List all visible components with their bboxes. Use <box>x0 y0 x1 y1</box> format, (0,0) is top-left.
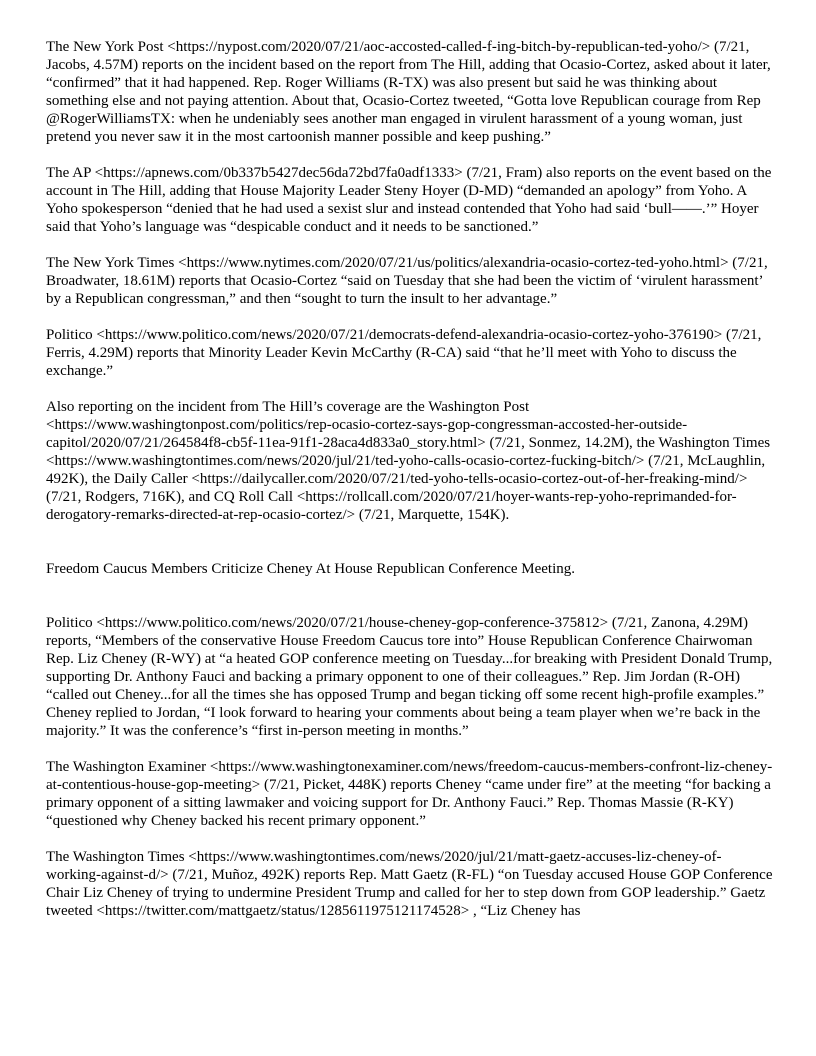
paragraph-also-reporting: Also reporting on the incident from The Hill’s coverage are the Washington Post <https://www.washingtonpost.com/politics/rep-ocasio-cortez-says-gop-congressman-accosted-her-outside-capitol/2020/07/21/264584f8-cb5f-11ea-91f1-28aca4d833a0_story.html> (7/21, Sonmez, 14.2M), the Washington Times <https://www.washingtontimes.com/news/2020/jul/21/ted-yoho-calls-ocasio-cortez-fucking-bitch/> (7/21, McLaughlin, 492K), the Daily Caller <https://dailycaller.com/2020/07/21/ted-yoho-tells-ocasio-cortez-out-of-her-freaking-mind/> (7/21, Rodgers, 716K), and CQ Roll Call <https://rollcall.com/2020/07/21/hoyer-wants-rep-yoho-reprimanded-for-derogatory-remarks-directed-at-rep-ocasio-cortez/> (7/21, Marquette, 154K). <box>46 399 771 523</box>
paragraph-washington-examiner: The Washington Examiner <https://www.washingtonexaminer.com/news/freedom-caucus-members-confront-liz-cheney-at-contentious-house-gop-meeting> (7/21, Picket, 448K) reports Cheney “came under fire” at the meeting “for backing a primary opponent of a sitting lawmaker and voicing support for Dr. Anthony Fauci.” Rep. Thomas Massie (R-KY) “questioned why Cheney backed his recent primary opponent.” <box>46 759 773 829</box>
section-heading: Freedom Caucus Members Criticize Cheney At House Republican Conference Meeting. <box>46 561 576 577</box>
paragraph-politico-cheney: Politico <https://www.politico.com/news/2020/07/21/house-cheney-gop-conference-375812> (7/21, Zanona, 4.29M) reports, “Members of the conservative House Freedom Caucus tore into” House Republican Conference Chairwoman Rep. Liz Cheney (R-WY) at “a heated GOP conference meeting on Tuesday...for breaking with President Donald Trump, supporting Dr. Anthony Fauci and backing a primary opponent to one of their colleagues.” Rep. Jim Jordan (R-OH) “called out Cheney...for all the times she has opposed Trump and began ticking off some recent high-profile examples.” Cheney replied to Jordan, “I look forward to hearing your comments about being a team player when we’re back in the majority.” It was the conference’s “first in-person meeting in months.” <box>46 615 773 739</box>
paragraph-new-york-post: The New York Post <https://nypost.com/2020/07/21/aoc-accosted-called-f-ing-bitch-by-republican-ted-yoho/> (7/21, Jacobs, 4.57M) reports on the incident based on the report from The Hill, adding that Ocasio-Cortez, asked about it later, “confirmed” that it had happened. Rep. Roger Williams (R-TX) was also present but said he was thinking about something else and not paying attention. About that, Ocasio-Cortez tweeted, “Gotta love Republican courage from Rep @RogerWilliamsTX: when he undeniably sees another man engaged in virulent harassment of a young woman, just pretend you never saw it in the most cartoonish manner possible and keep pushing.” <box>46 39 771 145</box>
paragraph-washington-times: The Washington Times <https://www.washingtontimes.com/news/2020/jul/21/matt-gaetz-accuses-liz-cheney-of-working-against-d/> (7/21, Muñoz, 492K) reports Rep. Matt Gaetz (R-FL) “on Tuesday accused House GOP Conference Chair Liz Cheney of trying to undermine President Trump and called for her to step down from GOP leadership.” Gaetz tweeted <https://twitter.com/mattgaetz/status/1285611975121174528> , “Liz Cheney has <box>46 849 773 919</box>
paragraph-new-york-times: The New York Times <https://www.nytimes.com/2020/07/21/us/politics/alexandria-ocasio-cortez-ted-yoho.html> (7/21, Broadwater, 18.61M) reports that Ocasio-Cortez “said on Tuesday that she had been the victim of ‘virulent harassment’ by a Republican congressman,” and then “sought to turn the insult to her advantage.” <box>46 255 768 307</box>
document-page <box>46 38 776 938</box>
paragraph-ap: The AP <https://apnews.com/0b337b5427dec56da72bd7fa0adf1333> (7/21, Fram) also reports on the event based on the account in The Hill, adding that House Majority Leader Steny Hoyer (D-MD) “demanded an apology” from Yoho. A Yoho spokesperson “denied that he had used a sexist slur and instead contended that Yoho had said ‘bull——.’” Hoyer said that Yoho’s language was “despicable conduct and it needs to be sanctioned.” <box>46 165 772 235</box>
paragraph-politico-mccarthy: Politico <https://www.politico.com/news/2020/07/21/democrats-defend-alexandria-ocasio-cortez-yoho-376190> (7/21, Ferris, 4.29M) reports that Minority Leader Kevin McCarthy (R-CA) said “that he’ll meet with Yoho to discuss the exchange.” <box>46 327 762 379</box>
